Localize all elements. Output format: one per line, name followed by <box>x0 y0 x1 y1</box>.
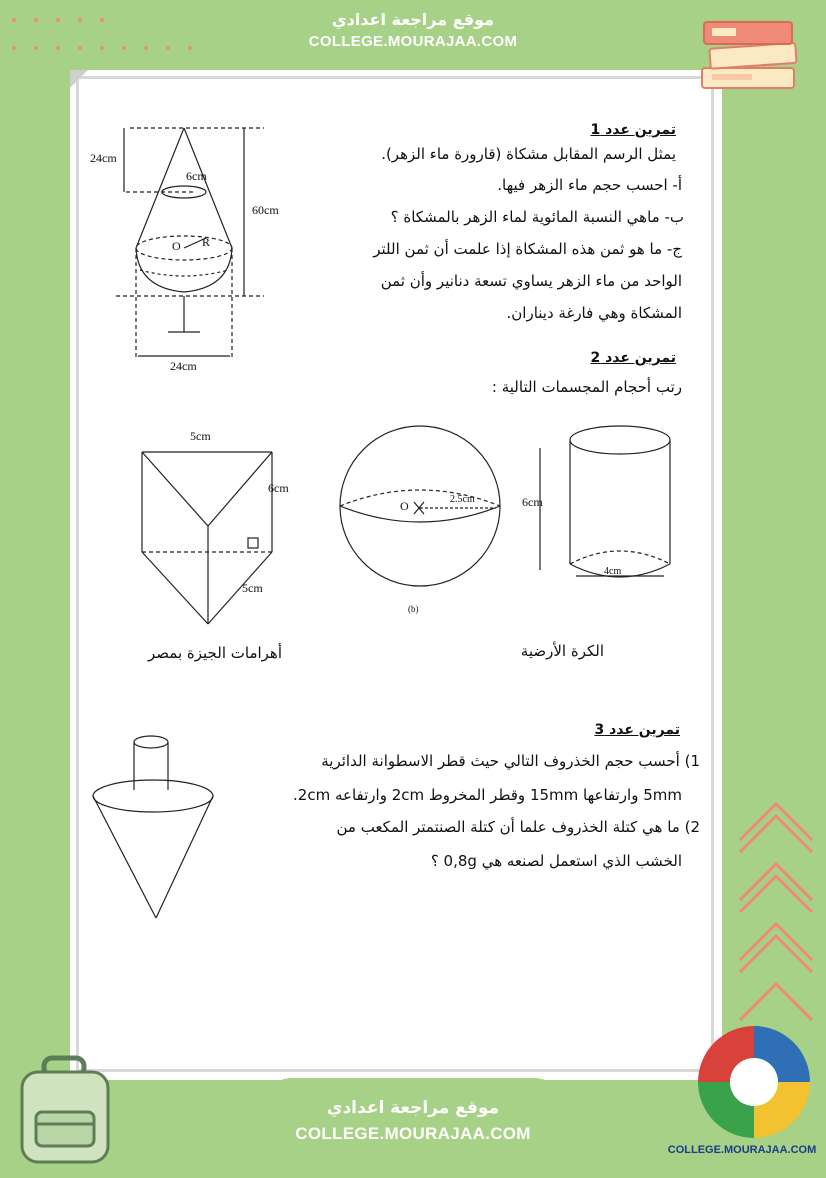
sphere-caption: الكرة الأرضية <box>520 642 604 660</box>
exercise1-title: تمرين عدد 1 <box>590 122 676 138</box>
exercise1-line: يمثل الرسم المقابل مشكاة (قارورة ماء الزهر). <box>381 145 676 163</box>
pyramid-figure <box>130 426 305 626</box>
sphere-figure <box>336 418 506 618</box>
exercise1-line: ب- ماهي النسبة المائوية لماء الزهر بالمشكاة ؟ <box>390 208 684 226</box>
exercise2-title: تمرين عدد 2 <box>590 350 676 366</box>
exercise1-line: المشكاة وهي فارغة ديناران. <box>506 304 682 322</box>
header-site-name: موقع مراجعة اعدادي <box>331 10 495 29</box>
pyramid-base-dim: 5cm <box>242 581 263 595</box>
chevron-decoration-icon <box>734 790 816 1030</box>
header-banner <box>264 0 562 52</box>
pyramid-side-dim: 6cm <box>268 481 289 495</box>
header-site-url[interactable]: COLLEGE.MOURAJAA.COM <box>308 33 518 50</box>
dim-top-height: 24cm <box>90 151 117 165</box>
dim-base-width: 24cm <box>170 359 197 373</box>
sphere-radius: 2.5cm <box>450 494 475 505</box>
cylinder-height: 6cm <box>522 495 543 509</box>
exercise1-line: أ- احسب حجم ماء الزهر فيها. <box>497 176 682 194</box>
footer-site-url[interactable]: COLLEGE.MOURAJAA.COM <box>295 1124 531 1143</box>
pyramid-top-dim: 5cm <box>190 429 211 443</box>
exercise3-line: 1) أحسب حجم الخذروف التالي حيث قطر الاسطوانة الدائرية <box>321 752 700 770</box>
spinning-top-figure <box>86 728 226 928</box>
dim-total-height: 60cm <box>252 203 279 217</box>
exercise1-line: ج- ما هو ثمن هذه المشكاة إذا علمت أن ثمن اللتر <box>373 240 682 258</box>
footer-site-name: موقع مراجعة اعدادي <box>326 1098 500 1118</box>
pyramid-caption: أهرامات الجيزة بمصر <box>148 644 282 662</box>
site-logo-icon <box>694 1022 814 1142</box>
exercise3-line: 5mm وارتفاعها 15mm وقطر المخروط 2cm وارتفاعه 2cm. <box>293 786 682 804</box>
sphere-sub: (b) <box>408 604 419 614</box>
footer-banner <box>262 1078 564 1178</box>
logo-caption[interactable]: COLLEGE.MOURAJAA.COM <box>667 1144 817 1156</box>
dim-center: O <box>172 239 181 253</box>
exercise3-line: الخشب الذي استعمل لصنعه هي 0,8g ؟ <box>430 852 682 870</box>
exercise3-title: تمرين عدد 3 <box>594 722 680 738</box>
books-icon <box>700 12 804 96</box>
dim-radius: R <box>202 235 211 249</box>
exercise1-line: الواحد من ماء الزهر يساوي تسعة دنانير وأن ثمن <box>380 272 682 290</box>
dim-inner-diameter: 6cm <box>186 169 207 183</box>
sphere-center: O <box>400 499 409 513</box>
flask-figure <box>86 120 279 380</box>
cylinder-diameter: 4cm <box>604 566 622 577</box>
exercise3-line: 2) ما هي كتلة الخذروف علما أن كتلة الصنتمتر المكعب من <box>336 818 700 836</box>
backpack-icon <box>14 1054 114 1166</box>
exercise2-instruction: رتب أحجام المجسمات التالية : <box>491 378 682 396</box>
cylinder-figure <box>518 420 668 585</box>
paper-corner <box>70 70 88 88</box>
